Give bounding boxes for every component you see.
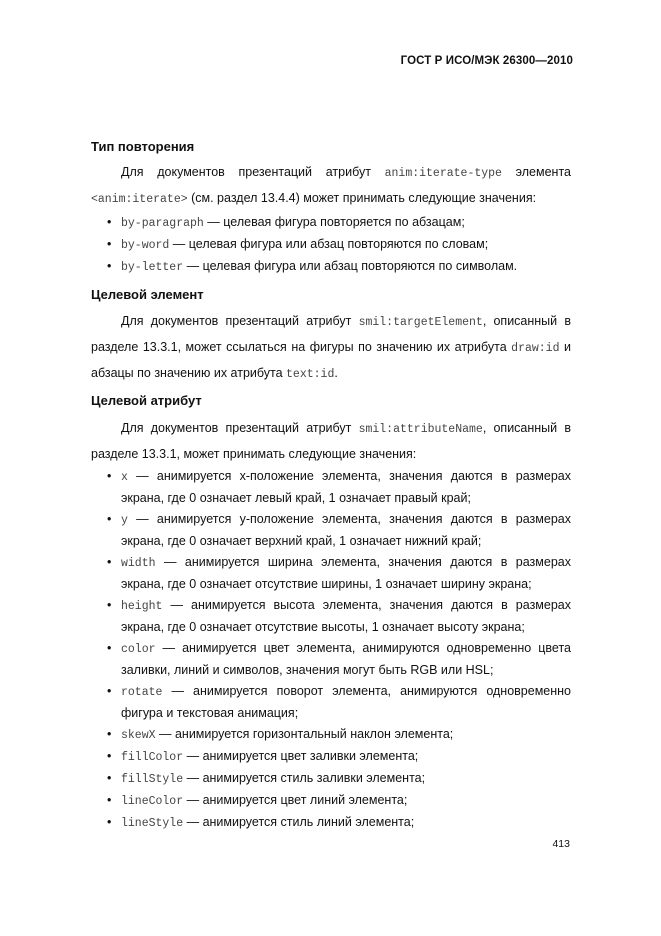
list-item [91, 746, 571, 768]
section-title-target-element: Целевой элемент [91, 287, 204, 302]
section-target-element [91, 309, 571, 387]
text: Для документов презентаций атрибут [121, 421, 359, 435]
text: — анимируется цвет линий элемента; [183, 793, 408, 807]
section-target-attribute [91, 416, 571, 834]
section-iteration-type [91, 160, 571, 278]
text: — целевая фигура повторяется по абзацам; [203, 215, 465, 229]
bullet: • [107, 771, 112, 785]
code: by-paragraph [121, 217, 204, 230]
text: , описанный в разделе 13.3.1, может принимать следующие значения: [91, 421, 571, 461]
section-title-target-attribute: Целевой атрибут [91, 393, 202, 408]
text: Для документов презентаций атрибут [121, 165, 385, 179]
list-item [91, 552, 571, 595]
code: color [121, 643, 156, 656]
document-header: ГОСТ Р ИСО/МЭК 26300—2010 [400, 55, 573, 67]
value-list [91, 212, 571, 278]
text: — анимируется ширина элемента, значения даются в размерах экрана, где 0 означает отсутствие ширины, 1 означает ширину экрана; [121, 555, 571, 591]
value-list [91, 466, 571, 834]
code: smil:targetElement [358, 316, 483, 329]
code: width [121, 557, 156, 570]
bullet: • [107, 469, 112, 483]
text: — анимируется x-положение элемента, значения даются в размерах экрана, где 0 означает левый край, 1 означает правый край; [121, 469, 571, 505]
list-item [91, 466, 571, 509]
text: — анимируется цвет элемента, анимируются одновременно цвета заливки, линий и символов, значения могут быть RGB или HSL; [121, 641, 571, 677]
list-item [91, 256, 571, 278]
bullet: • [107, 555, 112, 569]
list-item [91, 681, 571, 724]
bullet: • [107, 237, 112, 251]
bullet: • [107, 727, 112, 741]
text: — анимируется цвет заливки элемента; [183, 749, 419, 763]
text: Для документов презентаций атрибут [121, 314, 359, 328]
code: text:id [286, 368, 335, 381]
list-item [91, 212, 571, 234]
list-item [91, 812, 571, 834]
code: skewX [121, 729, 156, 742]
code: height [121, 600, 163, 613]
text: — анимируется y-положение элемента, значения даются в размерах экрана, где 0 означает верхний край, 1 означает нижний край; [121, 512, 571, 548]
section-title-iteration-type: Тип повторения [91, 139, 195, 154]
paragraph [91, 416, 571, 466]
bullet: • [107, 215, 112, 229]
code: by-letter [121, 261, 184, 274]
bullet: • [107, 512, 112, 526]
bullet: • [107, 641, 112, 655]
bullet: • [107, 598, 112, 612]
text: — целевая фигура или абзац повторяются по словам; [169, 237, 489, 251]
code: <anim:iterate> [91, 193, 188, 206]
code: anim:iterate-type [384, 167, 502, 180]
list-item [91, 595, 571, 638]
bullet: • [107, 815, 112, 829]
text: (см. раздел 13.4.4) может принимать следующие значения: [187, 191, 537, 205]
bullet: • [107, 749, 112, 763]
text: — анимируется поворот элемента, анимируются одновременно фигура и текстовая анимация; [121, 684, 571, 720]
list-item [91, 790, 571, 812]
code: lineStyle [121, 817, 184, 830]
text: и абзацы по значению их атрибута [91, 340, 571, 380]
bullet: • [107, 684, 112, 698]
code: by-word [121, 239, 170, 252]
text: . [334, 366, 338, 380]
text: — анимируется высота элемента, значения даются в размерах экрана, где 0 означает отсутствие высоты, 1 означает высоту экрана; [121, 598, 571, 634]
list-item [91, 768, 571, 790]
code: fillStyle [121, 773, 184, 786]
bullet: • [107, 793, 112, 807]
list-item [91, 724, 571, 746]
code: y [121, 514, 128, 527]
text: элемента [501, 165, 571, 179]
code: x [121, 471, 128, 484]
text: , описанный в разделе 13.3.1, может ссылаться на фигуры по значению их атрибута [91, 314, 571, 354]
text: — анимируется стиль заливки элемента; [183, 771, 426, 785]
code: fillColor [121, 751, 184, 764]
paragraph [91, 309, 571, 387]
list-item [91, 638, 571, 681]
list-item [91, 509, 571, 552]
code: rotate [121, 686, 163, 699]
text: — анимируется горизонтальный наклон элемента; [155, 727, 454, 741]
page-number: 413 [552, 838, 570, 850]
bullet: • [107, 259, 112, 273]
text: — целевая фигура или абзац повторяются по символам. [183, 259, 518, 273]
paragraph [91, 160, 571, 212]
code: smil:attributeName [358, 423, 483, 436]
list-item [91, 234, 571, 256]
text: — анимируется стиль линий элемента; [183, 815, 415, 829]
code: lineColor [121, 795, 184, 808]
code: draw:id [511, 342, 560, 355]
